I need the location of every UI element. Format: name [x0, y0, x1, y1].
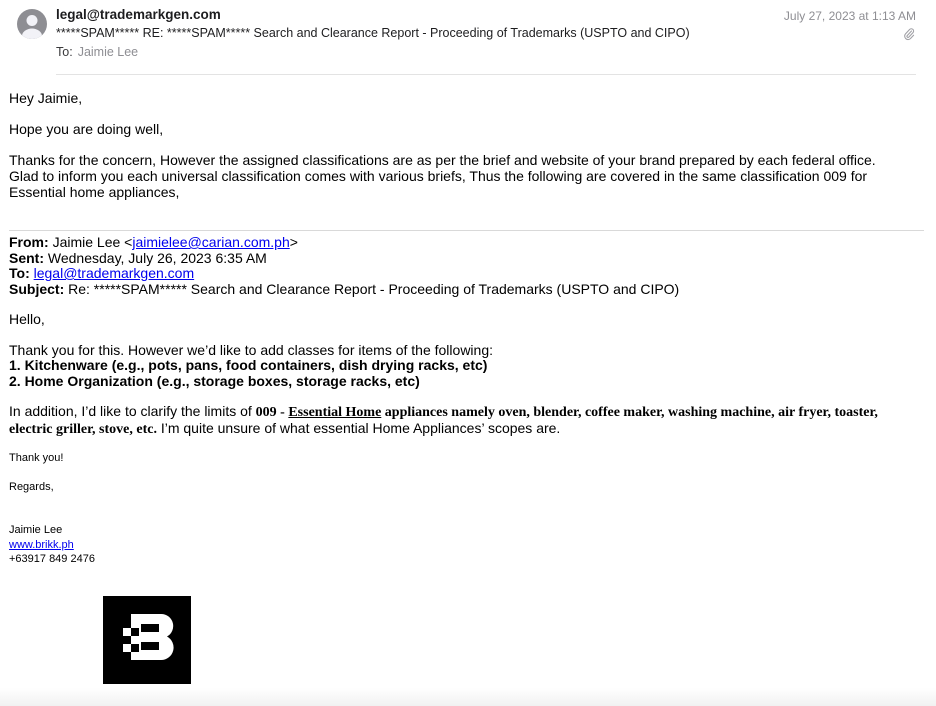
recipient-line — [56, 45, 138, 59]
signature-name: Jaimie Lee — [9, 524, 63, 536]
reply-line: Hope you are doing well, — [9, 121, 164, 137]
from-email-link[interactable]: jaimielee@carian.com.ph — [132, 234, 290, 250]
list-item: 2. Home Organization (e.g., storage boxes, storage racks, etc) — [9, 372, 420, 389]
message-subject: *****SPAM***** RE: *****SPAM***** Search and Clearance Report - Proceeding of Trademarks (USPTO and CIPO) — [56, 26, 690, 40]
message-header — [0, 0, 936, 76]
header-divider — [56, 74, 916, 75]
quoted-hello: Hello, — [9, 311, 45, 327]
recipient-name[interactable]: Jaimie Lee — [77, 45, 139, 59]
to-label: To: — [56, 45, 73, 59]
reply-text: Glad to inform you each universal classification comes with various briefs, Thus the following are covered in the same classification 009 for Essential home appliances, — [9, 168, 868, 200]
quoted-intro: Thank you for this. However we’d like to add classes for items of the following: — [9, 341, 493, 358]
paperclip-icon[interactable] — [903, 27, 915, 41]
quote-divider — [9, 230, 924, 231]
signature-phone: +63917 849 2476 — [9, 553, 95, 565]
signature-block — [9, 451, 924, 567]
quoted-message — [9, 235, 924, 567]
quoted-to: To: legal@trademarkgen.com — [9, 265, 195, 281]
clarify-paragraph: In addition, I’d like to clarify the limits of 009 - Essential Home appliances namely oven, blender, coffee maker, washing machine, air fryer, toaster, electric griller, stove, etc. I’m quite unsure of what essential Home Appliances’ scopes are. — [9, 403, 878, 437]
sender-address[interactable]: legal@trademarkgen.com — [56, 7, 221, 22]
thanks-line: Thank you! — [9, 452, 64, 464]
bottom-fade — [0, 688, 936, 706]
signature-website-link[interactable]: www.brikk.ph — [9, 538, 74, 551]
brand-logo — [103, 596, 191, 684]
message-date: July 27, 2023 at 1:13 AM — [783, 9, 916, 23]
quoted-from: From: Jaimie Lee <jaimielee@carian.com.ph> — [9, 234, 298, 250]
reply-body — [9, 90, 924, 200]
greeting: Hey Jaimie, — [9, 90, 83, 106]
regards-line: Regards, — [9, 480, 54, 493]
to-email-link[interactable]: legal@trademarkgen.com — [33, 265, 195, 281]
reply-text: Thanks for the concern, However the assigned classifications are as per the brief and website of your brand prepared by each federal office. — [9, 152, 876, 168]
quoted-subject: Subject: Re: *****SPAM***** Search and Clearance Report - Proceeding of Trademarks (USPTO and CIPO) — [9, 280, 680, 297]
list-item: 1. Kitchenware (e.g., pots, pans, food containers, dish drying racks, etc) — [9, 357, 488, 373]
quoted-sent: Sent: Wednesday, July 26, 2023 6:35 AM — [9, 249, 267, 266]
reply-paragraph — [9, 152, 924, 200]
sender-avatar-icon[interactable] — [17, 9, 47, 39]
